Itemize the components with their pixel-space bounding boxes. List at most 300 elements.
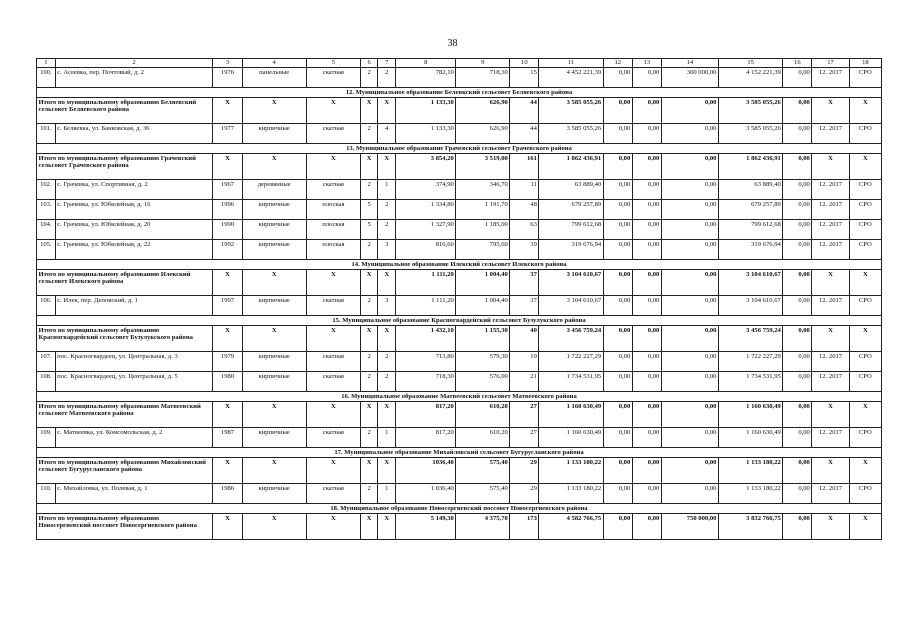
table-cell: X bbox=[213, 98, 242, 124]
table-cell: 48 bbox=[510, 200, 539, 220]
table-cell: X bbox=[378, 514, 396, 540]
table-cell: 4 375,70 bbox=[456, 514, 510, 540]
table-cell: 0,00 bbox=[632, 402, 661, 428]
table-cell: скатная bbox=[306, 296, 360, 316]
table-cell: 718,30 bbox=[456, 68, 510, 88]
table-cell: X bbox=[306, 154, 360, 180]
table-cell: 0,00 bbox=[661, 352, 718, 372]
table-cell: скатная bbox=[306, 352, 360, 372]
table-cell: 0,00 bbox=[783, 124, 812, 144]
table-cell: 12. 2017 bbox=[812, 180, 849, 200]
page-number: 38 bbox=[447, 38, 458, 49]
table-cell: 0,00 bbox=[783, 428, 812, 448]
table-cell: 29 bbox=[510, 484, 539, 504]
table-cell: 102. bbox=[37, 180, 56, 200]
table-cell: 12. 2017 bbox=[812, 372, 849, 392]
table-cell: 0,00 bbox=[783, 68, 812, 88]
table-cell: 0,00 bbox=[661, 372, 718, 392]
column-number: 8 bbox=[396, 59, 456, 68]
table-cell: 29 bbox=[510, 458, 539, 484]
table-cell: 1 bbox=[378, 180, 396, 200]
table-cell: 11 bbox=[510, 180, 539, 200]
subtotal-label: Итого по муниципальному образованию Илекский сельсовет Илекского района bbox=[37, 270, 213, 296]
table-cell: 3 832 766,75 bbox=[718, 514, 782, 540]
table-cell: 679 257,89 bbox=[539, 200, 603, 220]
section-title: 14. Муниципальное образование Илекский сельсовет Илекского района bbox=[37, 260, 882, 270]
table-cell: 799 612,68 bbox=[718, 220, 782, 240]
table-cell: 346,70 bbox=[456, 180, 510, 200]
table-cell: 0,00 bbox=[632, 220, 661, 240]
table-cell: 0,00 bbox=[783, 200, 812, 220]
table-cell: 0,00 bbox=[603, 220, 632, 240]
address-cell: пос. Красногвардеец, ул. Центральная, д. 3 bbox=[55, 352, 213, 372]
table-cell: X bbox=[812, 154, 849, 180]
table-cell: 0,00 bbox=[661, 296, 718, 316]
table-cell: 1980 bbox=[213, 372, 242, 392]
table-cell: 1987 bbox=[213, 428, 242, 448]
table-cell: 1 004,40 bbox=[456, 296, 510, 316]
column-number: 17 bbox=[812, 59, 849, 68]
table-cell: 1 036,40 bbox=[396, 484, 456, 504]
table-cell: 100. bbox=[37, 68, 56, 88]
table-cell: X bbox=[360, 326, 378, 352]
table-cell: 3 519,00 bbox=[456, 154, 510, 180]
table-cell: 0,00 bbox=[661, 484, 718, 504]
section-heading-row bbox=[37, 260, 882, 270]
table-cell: 2 bbox=[360, 372, 378, 392]
table-cell: 3 585 055,26 bbox=[539, 124, 603, 144]
column-number: 9 bbox=[456, 59, 510, 68]
table-cell: 3 854,20 bbox=[396, 154, 456, 180]
table-cell: 0,00 bbox=[632, 372, 661, 392]
table-cell: 0,00 bbox=[783, 514, 812, 540]
table-cell: 0,00 bbox=[603, 124, 632, 144]
table-cell: кирпичные bbox=[242, 240, 306, 260]
section-title: 17. Муниципальное образование Михайловский сельсовет Бугурусланского района bbox=[37, 448, 882, 458]
table-cell: X bbox=[306, 458, 360, 484]
table-cell: 12. 2017 bbox=[812, 200, 849, 220]
table-cell: 679 257,89 bbox=[718, 200, 782, 220]
subtotal-label: Итого по муниципальному образованию Михайловский сельсовет Бугурусланского района bbox=[37, 458, 213, 484]
table-cell: 1 133 180,22 bbox=[718, 484, 782, 504]
subtotal-label: Итого по муниципальному образованию Грачевский сельсовет Грачевского района bbox=[37, 154, 213, 180]
table-cell: 109. bbox=[37, 428, 56, 448]
table-cell: СРО bbox=[849, 372, 881, 392]
table-cell: 1 185,00 bbox=[456, 220, 510, 240]
table-cell: 374,90 bbox=[396, 180, 456, 200]
table-cell: 4 152 221,39 bbox=[718, 68, 782, 88]
table-cell: 626,90 bbox=[456, 98, 510, 124]
table-cell: 2 bbox=[360, 484, 378, 504]
table-cell: 782,10 bbox=[396, 68, 456, 88]
subtotal-row bbox=[37, 402, 882, 428]
table-cell: 1 160 630,49 bbox=[539, 428, 603, 448]
subtotal-row bbox=[37, 326, 882, 352]
column-number: 12 bbox=[603, 59, 632, 68]
table-cell: 576,00 bbox=[456, 372, 510, 392]
table-cell: 21 bbox=[510, 372, 539, 392]
table-cell: 3 bbox=[378, 296, 396, 316]
table-cell: 2 bbox=[360, 428, 378, 448]
column-number: 4 bbox=[242, 59, 306, 68]
table-cell: 3 585 055,26 bbox=[718, 98, 782, 124]
table-cell: X bbox=[812, 514, 849, 540]
table-cell: 2 bbox=[360, 68, 378, 88]
table-cell: 0,00 bbox=[783, 352, 812, 372]
table-cell: 44 bbox=[510, 98, 539, 124]
table-cell: 0,00 bbox=[661, 402, 718, 428]
table-cell: 63 889,40 bbox=[539, 180, 603, 200]
section-heading-row bbox=[37, 392, 882, 402]
table-cell: 3 104 610,67 bbox=[718, 270, 782, 296]
table-cell: 4 582 766,75 bbox=[539, 514, 603, 540]
table-cell: скатная bbox=[306, 180, 360, 200]
table-cell: 0,00 bbox=[603, 458, 632, 484]
address-cell: с. Беляевка, ул. Банковская, д. 36 bbox=[55, 124, 213, 144]
table-cell: 40 bbox=[510, 326, 539, 352]
table-cell: 2 bbox=[378, 200, 396, 220]
table-cell: X bbox=[242, 402, 306, 428]
table-cell: 5 149,30 bbox=[396, 514, 456, 540]
table-cell: X bbox=[378, 458, 396, 484]
table-cell: 319 676,94 bbox=[718, 240, 782, 260]
table-cell: 1 334,80 bbox=[396, 200, 456, 220]
table-cell: 1990 bbox=[213, 220, 242, 240]
table-cell: 37 bbox=[510, 296, 539, 316]
address-cell: с. Грачевка, ул. Юбилейная, д. 22 bbox=[55, 240, 213, 260]
table-cell: 0,00 bbox=[783, 458, 812, 484]
table-cell: 3 bbox=[378, 240, 396, 260]
subtotal-label: Итого по муниципальному образованию Новосергиевский поссовет Новосергиевского района bbox=[37, 514, 213, 540]
table-cell: X bbox=[213, 402, 242, 428]
table-cell: панельные bbox=[242, 68, 306, 88]
table-cell: 718,30 bbox=[396, 372, 456, 392]
column-number: 11 bbox=[539, 59, 603, 68]
table-cell: X bbox=[849, 458, 881, 484]
table-cell: 1 155,30 bbox=[456, 326, 510, 352]
table-cell: 1 734 531,95 bbox=[539, 372, 603, 392]
subtotal-row bbox=[37, 98, 882, 124]
table-cell: кирпичные bbox=[242, 372, 306, 392]
table-cell: 0,00 bbox=[661, 240, 718, 260]
table-cell: 1977 bbox=[213, 124, 242, 144]
table-row bbox=[37, 124, 882, 144]
table-cell: 0,00 bbox=[661, 200, 718, 220]
table-cell: 101. bbox=[37, 124, 56, 144]
table-cell: 0,00 bbox=[632, 514, 661, 540]
table-cell: 1 bbox=[378, 484, 396, 504]
table-cell: 0,00 bbox=[632, 296, 661, 316]
table-cell: 15 bbox=[510, 68, 539, 88]
table-cell: X bbox=[306, 98, 360, 124]
section-title: 12. Муниципальное образование Белевкский сельсовет Беляевского района bbox=[37, 88, 882, 98]
table-cell: X bbox=[378, 270, 396, 296]
table-cell: 799 612,68 bbox=[539, 220, 603, 240]
table-cell: X bbox=[378, 98, 396, 124]
table-cell: 0,00 bbox=[783, 98, 812, 124]
table-cell: 0,00 bbox=[661, 220, 718, 240]
table-cell: X bbox=[242, 514, 306, 540]
address-cell: с. Матвеевка, ул. Комсомольская, д. 2 bbox=[55, 428, 213, 448]
table-cell: X bbox=[812, 326, 849, 352]
table-cell: X bbox=[360, 402, 378, 428]
table-cell: 0,00 bbox=[603, 484, 632, 504]
table-cell: 1 160 630,49 bbox=[718, 402, 782, 428]
table-cell: 12. 2017 bbox=[812, 124, 849, 144]
table-cell: X bbox=[812, 458, 849, 484]
table-cell: 103. bbox=[37, 200, 56, 220]
table-cell: 3 104 610,67 bbox=[718, 296, 782, 316]
table-cell: 1 327,90 bbox=[396, 220, 456, 240]
table-cell: скатная bbox=[306, 124, 360, 144]
table-cell: 0,00 bbox=[632, 180, 661, 200]
table-cell: X bbox=[360, 270, 378, 296]
column-number: 7 bbox=[378, 59, 396, 68]
table-cell: 1 133 180,22 bbox=[718, 458, 782, 484]
table-cell: 817,20 bbox=[396, 428, 456, 448]
table-cell: 0,00 bbox=[783, 372, 812, 392]
table-cell: 0,00 bbox=[661, 458, 718, 484]
table-cell: 0,00 bbox=[603, 68, 632, 88]
table-cell: 39 bbox=[510, 240, 539, 260]
table-cell: 0,00 bbox=[632, 428, 661, 448]
table-cell: 0,00 bbox=[661, 154, 718, 180]
table-cell: 2 bbox=[360, 240, 378, 260]
table-cell: X bbox=[360, 458, 378, 484]
table-cell: 1997 bbox=[213, 296, 242, 316]
table-cell: X bbox=[242, 458, 306, 484]
table-cell: 27 bbox=[510, 428, 539, 448]
table-cell: 0,00 bbox=[661, 124, 718, 144]
subtotal-label: Итого по муниципальному образованию Красногвардейский сельсовет Бузулукского района bbox=[37, 326, 213, 352]
table-cell: 1 432,10 bbox=[396, 326, 456, 352]
subtotal-row bbox=[37, 154, 882, 180]
table-cell: 0,00 bbox=[661, 98, 718, 124]
table-cell: 12. 2017 bbox=[812, 352, 849, 372]
table-cell: 44 bbox=[510, 124, 539, 144]
table-cell: 1 bbox=[378, 428, 396, 448]
table-cell: плоская bbox=[306, 240, 360, 260]
table-cell: СРО bbox=[849, 296, 881, 316]
table-cell: X bbox=[306, 402, 360, 428]
table-cell: 1996 bbox=[213, 200, 242, 220]
table-body bbox=[37, 59, 882, 540]
table-cell: 0,00 bbox=[783, 402, 812, 428]
table-cell: 107. bbox=[37, 352, 56, 372]
column-number: 3 bbox=[213, 59, 242, 68]
table-cell: СРО bbox=[849, 200, 881, 220]
table-cell: 1 133 180,22 bbox=[539, 458, 603, 484]
table-cell: 610,20 bbox=[456, 428, 510, 448]
table-cell: 3 104 610,67 bbox=[539, 270, 603, 296]
table-cell: 0,00 bbox=[603, 352, 632, 372]
table-cell: скатная bbox=[306, 68, 360, 88]
table-cell: X bbox=[812, 270, 849, 296]
table-cell: 1 160 630,49 bbox=[718, 428, 782, 448]
table-cell: 108. bbox=[37, 372, 56, 392]
table-cell: деревянные bbox=[242, 180, 306, 200]
table-cell: X bbox=[213, 514, 242, 540]
column-number: 18 bbox=[849, 59, 881, 68]
table-cell: 1 734 531,95 bbox=[718, 372, 782, 392]
table-cell: 1 111,20 bbox=[396, 296, 456, 316]
table-cell: 0,00 bbox=[661, 326, 718, 352]
table-cell: 3 585 055,26 bbox=[718, 124, 782, 144]
table-cell: 1 133,30 bbox=[396, 98, 456, 124]
table-cell: 610,20 bbox=[456, 402, 510, 428]
table-cell: 1 133,30 bbox=[396, 124, 456, 144]
table-cell: 2 bbox=[360, 180, 378, 200]
table-cell: 713,80 bbox=[396, 352, 456, 372]
table-cell: 12. 2017 bbox=[812, 296, 849, 316]
table-cell: 0,00 bbox=[603, 200, 632, 220]
table-cell: X bbox=[306, 326, 360, 352]
table-cell: СРО bbox=[849, 180, 881, 200]
table-cell: 105. bbox=[37, 240, 56, 260]
table-cell: 0,00 bbox=[632, 326, 661, 352]
table-cell: 319 676,94 bbox=[539, 240, 603, 260]
table-cell: 5 bbox=[360, 200, 378, 220]
table-cell: 104. bbox=[37, 220, 56, 240]
table-cell: 2 bbox=[378, 372, 396, 392]
table-cell: 63 bbox=[510, 220, 539, 240]
table-cell: X bbox=[213, 326, 242, 352]
table-cell: 2 bbox=[360, 352, 378, 372]
table-cell: X bbox=[213, 154, 242, 180]
table-cell: 2 bbox=[378, 352, 396, 372]
table-cell: 575,40 bbox=[456, 484, 510, 504]
table-cell: 0,00 bbox=[632, 124, 661, 144]
subtotal-label: Итого по муниципальному образованию Беляевский сельсовет Беляевского района bbox=[37, 98, 213, 124]
table-cell: X bbox=[306, 270, 360, 296]
table-cell: X bbox=[242, 326, 306, 352]
table-cell: 106. bbox=[37, 296, 56, 316]
address-cell: с. Михайловка, ул. Полевая, д. 1 bbox=[55, 484, 213, 504]
table-cell: 0,00 bbox=[632, 240, 661, 260]
table-row bbox=[37, 428, 882, 448]
table-cell: 575,40 bbox=[456, 458, 510, 484]
table-cell: кирпичные bbox=[242, 484, 306, 504]
table-cell: СРО bbox=[849, 220, 881, 240]
table-cell: 816,60 bbox=[396, 240, 456, 260]
table-cell: 0,00 bbox=[603, 372, 632, 392]
table-cell: 1 722 227,29 bbox=[718, 352, 782, 372]
table-cell: кирпичные bbox=[242, 200, 306, 220]
column-number: 15 bbox=[718, 59, 782, 68]
table-row bbox=[37, 484, 882, 504]
table-cell: 750 000,00 bbox=[661, 514, 718, 540]
table-cell: 0,00 bbox=[632, 484, 661, 504]
table-cell: 0,00 bbox=[783, 326, 812, 352]
table-cell: 0,00 bbox=[632, 458, 661, 484]
table-cell: 1 191,70 bbox=[456, 200, 510, 220]
table-cell: 1 004,40 bbox=[456, 270, 510, 296]
table-cell: 12. 2017 bbox=[812, 68, 849, 88]
table-cell: СРО bbox=[849, 484, 881, 504]
table-cell: 0,00 bbox=[783, 296, 812, 316]
table-cell: кирпичные bbox=[242, 428, 306, 448]
table-cell: скатная bbox=[306, 484, 360, 504]
table-cell: X bbox=[360, 98, 378, 124]
table-cell: 0,00 bbox=[783, 220, 812, 240]
section-title: 18. Муниципальное образование Новосергиевский поссовет Новосергиевского района bbox=[37, 504, 882, 514]
table-cell: 2 bbox=[360, 124, 378, 144]
table-cell: 0,00 bbox=[661, 270, 718, 296]
table-cell: плоская bbox=[306, 220, 360, 240]
table-cell: X bbox=[213, 458, 242, 484]
table-cell: X bbox=[378, 154, 396, 180]
table-cell: X bbox=[812, 402, 849, 428]
table-cell: X bbox=[306, 514, 360, 540]
table-cell: 4 bbox=[378, 124, 396, 144]
table-cell: 1 160 630,49 bbox=[539, 402, 603, 428]
table-cell: кирпичные bbox=[242, 220, 306, 240]
address-cell: с. Грачевка, ул. Юбилейная, д. 16 bbox=[55, 200, 213, 220]
table-cell: 1 111,20 bbox=[396, 270, 456, 296]
table-cell: X bbox=[213, 270, 242, 296]
table-cell: 2 bbox=[378, 68, 396, 88]
table-cell: 626,90 bbox=[456, 124, 510, 144]
table-cell: 0,00 bbox=[661, 180, 718, 200]
section-heading-row bbox=[37, 316, 882, 326]
table-cell: 0,00 bbox=[783, 240, 812, 260]
table-cell: 0,00 bbox=[632, 352, 661, 372]
table-cell: 0,00 bbox=[603, 428, 632, 448]
table-cell: 0,00 bbox=[603, 270, 632, 296]
table-cell: X bbox=[849, 326, 881, 352]
table-cell: 3 456 759,24 bbox=[539, 326, 603, 352]
table-cell: X bbox=[378, 402, 396, 428]
section-heading-row bbox=[37, 144, 882, 154]
address-cell: с. Грачевка, ул. Спортивная, д. 2 bbox=[55, 180, 213, 200]
table-cell: 19 bbox=[510, 352, 539, 372]
table-cell: 1036,40 bbox=[396, 458, 456, 484]
table-cell: кирпичные bbox=[242, 352, 306, 372]
table-cell: СРО bbox=[849, 352, 881, 372]
table-cell: 2 bbox=[360, 296, 378, 316]
table-cell: 0,00 bbox=[632, 200, 661, 220]
table-cell: X bbox=[849, 270, 881, 296]
subtotal-row bbox=[37, 514, 882, 540]
table-cell: 3 456 759,24 bbox=[718, 326, 782, 352]
table-cell: X bbox=[360, 514, 378, 540]
table-cell: 0,00 bbox=[603, 514, 632, 540]
table-cell: 0,00 bbox=[783, 154, 812, 180]
table-cell: 1979 bbox=[213, 352, 242, 372]
table-cell: 0,00 bbox=[603, 402, 632, 428]
table-cell: 579,30 bbox=[456, 352, 510, 372]
table-cell: СРО bbox=[849, 428, 881, 448]
table-cell: X bbox=[849, 402, 881, 428]
column-number: 5 bbox=[306, 59, 360, 68]
table-cell: 0,00 bbox=[783, 180, 812, 200]
table-cell: 3 104 610,67 bbox=[539, 296, 603, 316]
address-cell: пос. Красногвардеец, ул. Центральная, д. 5 bbox=[55, 372, 213, 392]
table-row bbox=[37, 200, 882, 220]
subtotal-row bbox=[37, 458, 882, 484]
table-cell: кирпичные bbox=[242, 296, 306, 316]
table-cell: 161 bbox=[510, 154, 539, 180]
table-cell: 4 452 221,39 bbox=[539, 68, 603, 88]
column-number: 13 bbox=[632, 59, 661, 68]
table-cell: 300 000,00 bbox=[661, 68, 718, 88]
table-cell: X bbox=[849, 514, 881, 540]
table-cell: 12. 2017 bbox=[812, 484, 849, 504]
table-cell: 0,00 bbox=[632, 154, 661, 180]
table-row bbox=[37, 372, 882, 392]
repair-program-table bbox=[36, 58, 882, 540]
table-cell: X bbox=[242, 154, 306, 180]
